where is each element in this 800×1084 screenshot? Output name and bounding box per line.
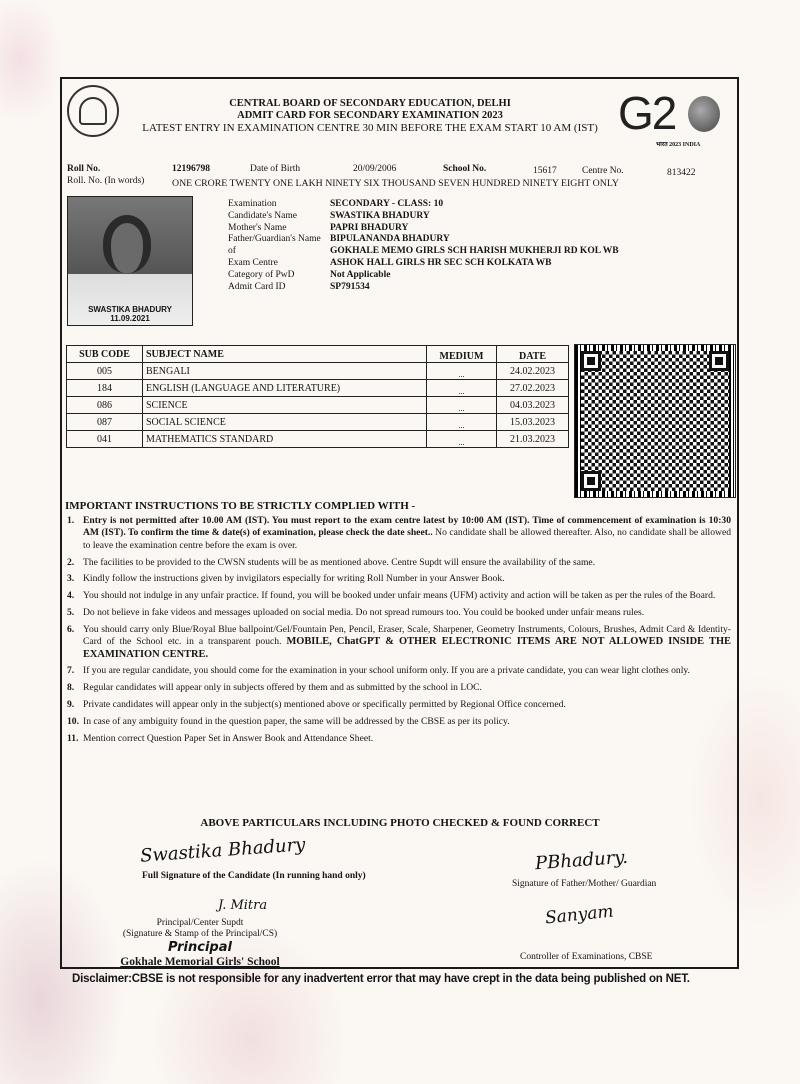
roll-no-label: Roll No. xyxy=(67,164,101,174)
detail-value: ASHOK HALL GIRLS HR SEC SCH KOLKATA WB xyxy=(330,257,552,268)
board-name: CENTRAL BOARD OF SECONDARY EDUCATION, DELHI xyxy=(229,98,511,109)
guardian-signature-label: Signature of Father/Mother/ Guardian xyxy=(512,879,657,889)
subjects-table xyxy=(66,345,569,448)
dob-label: Date of Birth xyxy=(250,164,301,174)
centre-no-value: 813422 xyxy=(667,168,696,178)
detail-label: Admit Card ID xyxy=(228,281,286,292)
principal-label-line1: Principal/Center Supdt xyxy=(156,918,244,928)
guardian-signature: PBhadury. xyxy=(534,846,629,875)
roll-words-value: ONE CRORE TWENTY ONE LAKH NINETY SIX THOUSAND SEVEN HUNDRED NINETY EIGHT ONLY xyxy=(172,178,619,189)
instruction-text: If you are regular candidate, you should come for the examination in your school uniform only. If you are a private candidate, you can wear light clothes only. xyxy=(83,665,690,677)
instruction-text: The facilities to be provided to the CWSN students will be as mentioned above. Centre Supdt will ensure the availability of the same. xyxy=(83,556,596,568)
instruction-bold-text: Entry is not permitted after 10.00 AM (IST). You must report to the exam centre latest by 10:00 AM (IST). Time of commencement of examination is 10:30 AM (IST). To confirm the time & date(s) of examination, please check the date sheet.. xyxy=(83,515,731,539)
detail-row xyxy=(228,199,619,211)
instruction-body: No candidate shall be allowed thereafter. Also, no candidate shall be allowed to leave the examination centre before the exam is over. xyxy=(83,527,732,551)
principal-label xyxy=(0,918,400,940)
subject-name: SCIENCE xyxy=(143,397,427,414)
photo-caption xyxy=(68,305,192,323)
instruction-number: 11. xyxy=(67,732,79,744)
detail-value: PAPRI BHADURY xyxy=(330,222,409,233)
exam-date: 04.03.2023 xyxy=(497,397,569,414)
candidate-photo xyxy=(67,196,193,326)
instruction-item xyxy=(67,665,731,677)
qr-finder-icon xyxy=(709,351,729,371)
instruction-text xyxy=(83,624,731,661)
instruction-number: 1. xyxy=(67,515,75,526)
checked-note: ABOVE PARTICULARS INCLUDING PHOTO CHECKED & FOUND CORRECT xyxy=(200,817,600,829)
detail-value: SWASTIKA BHADURY xyxy=(330,210,430,221)
col-sub-code: SUB CODE xyxy=(67,346,143,363)
instruction-number: 5. xyxy=(67,607,75,618)
school-no-label: School No. xyxy=(443,164,487,174)
table-row xyxy=(67,380,569,397)
col-date: DATE xyxy=(497,346,569,363)
centre-no-label: Centre No. xyxy=(582,166,624,176)
g20-logo xyxy=(618,88,723,158)
card-title: ADMIT CARD FOR SECONDARY EXAMINATION 2023 xyxy=(237,110,503,121)
instruction-item xyxy=(67,733,731,745)
instruction-text xyxy=(83,515,731,552)
col-subject-name: SUBJECT NAME xyxy=(143,346,427,363)
instruction-number: 9. xyxy=(67,699,75,710)
subject-name: ENGLISH (LANGUAGE AND LITERATURE) xyxy=(143,380,427,397)
detail-label: Exam Centre xyxy=(228,257,278,268)
exam-date: 27.02.2023 xyxy=(497,380,569,397)
medium: ... xyxy=(427,414,497,431)
instruction-text: Private candidates will appear only in the subject(s) mentioned above or specifically permitted by Regional Office concerned. xyxy=(83,699,566,710)
qr-code-pattern xyxy=(581,351,729,491)
instruction-text: Regular candidates will appear only in subjects offered by them and as submitted by the school in LOC. xyxy=(83,682,482,694)
g20-subtitle: भारत 2023 INDIA xyxy=(656,142,701,148)
detail-value: SP791534 xyxy=(330,281,370,292)
candidate-signature-label: Full Signature of the Candidate (In running hand only) xyxy=(142,871,366,881)
photo-caption-name: SWASTIKA BHADURY xyxy=(88,305,172,314)
instructions-heading: IMPORTANT INSTRUCTIONS TO BE STRICTLY COMPLIED WITH - xyxy=(65,500,416,512)
qr-finder-icon xyxy=(581,351,601,371)
photo-portrait xyxy=(103,215,151,273)
principal-signature: J. Mitra xyxy=(218,898,268,913)
detail-label: Examination xyxy=(228,199,277,209)
detail-row xyxy=(228,211,619,223)
detail-row xyxy=(228,270,619,282)
instructions-list xyxy=(67,515,731,749)
instruction-item xyxy=(67,699,731,711)
principal-label-line2: (Signature & Stamp of the Principal/CS) xyxy=(122,929,278,939)
detail-row xyxy=(228,246,619,258)
detail-value: BIPULANANDA BHADURY xyxy=(330,234,450,245)
instruction-item xyxy=(67,607,731,619)
detail-row xyxy=(228,258,619,270)
roll-words-label: Roll. No. (In words) xyxy=(67,176,145,186)
qr-code xyxy=(574,344,736,498)
instruction-item xyxy=(67,515,731,552)
instruction-text: You should not indulge in any unfair practice. If found, you will be booked under unfair means (UFM) activity and action will be taken as per the rules of the Board. xyxy=(83,590,716,602)
stamp-school: Gokhale Memorial Girls' School xyxy=(120,956,280,968)
stamp-title: Principal xyxy=(168,940,232,955)
medium: ... xyxy=(427,363,497,380)
subject-name: BENGALI xyxy=(143,363,427,380)
detail-label: Candidate's Name xyxy=(228,210,297,221)
medium: ... xyxy=(427,380,497,397)
controller-label: Controller of Examinations, CBSE xyxy=(520,952,653,962)
sub-code: 086 xyxy=(67,397,143,414)
exam-date: 21.03.2023 xyxy=(497,431,569,448)
subject-name: MATHEMATICS STANDARD xyxy=(143,431,427,448)
table-row xyxy=(67,363,569,380)
candidate-signature: Swastika Bhadury xyxy=(139,834,307,867)
sub-code: 005 xyxy=(67,363,143,380)
instruction-body: You should carry only Blue/Royal Blue ballpoint/Gel/Fountain Pen, Pencil, Eraser, Scale, Sharpener, Geometry Instruments, Colours, Brushes, Admit Card & Identity-Card of the School etc. in a transparent pouch. xyxy=(83,623,731,648)
instruction-number: 10. xyxy=(67,715,79,727)
table-row xyxy=(67,397,569,414)
card-header xyxy=(125,98,615,134)
sub-code: 184 xyxy=(67,380,143,397)
medium: ... xyxy=(427,397,497,414)
instruction-number: 4. xyxy=(67,590,75,602)
controller-signature: Sanyam xyxy=(544,901,615,929)
instruction-number: 8. xyxy=(67,682,75,694)
instruction-item xyxy=(67,573,731,585)
detail-label: Mother's Name xyxy=(228,222,287,233)
cbse-emblem-icon xyxy=(67,85,119,137)
subject-name: SOCIAL SCIENCE xyxy=(143,414,427,431)
instruction-item xyxy=(67,624,731,661)
detail-label: Father/Guardian's Name xyxy=(228,234,321,245)
exam-date: 15.03.2023 xyxy=(497,414,569,431)
table-row xyxy=(67,414,569,431)
detail-label: of xyxy=(228,246,236,257)
school-no-value: 15617 xyxy=(533,166,557,176)
instruction-item xyxy=(67,716,731,728)
entry-note: LATEST ENTRY IN EXAMINATION CENTRE 30 MIN BEFORE THE EXAM START 10 AM (IST) xyxy=(142,122,598,134)
instruction-item xyxy=(67,682,731,694)
g20-text: G2 xyxy=(618,87,676,139)
instruction-bold-text: MOBILE, ChatGPT & OTHER ELECTRONIC ITEMS ARE NOT ALLOWED INSIDE THE EXAMINATION CENTRE. xyxy=(83,636,731,660)
detail-row xyxy=(228,223,619,235)
instruction-number: 2. xyxy=(67,556,75,568)
instruction-text: In case of any ambiguity found in the question paper, the same will be addressed by the CBSE as per its policy. xyxy=(83,715,510,727)
table-row xyxy=(67,431,569,448)
g20-globe-icon xyxy=(688,96,720,132)
exam-date: 24.02.2023 xyxy=(497,363,569,380)
detail-label: Category of PwD xyxy=(228,269,295,280)
sub-code: 087 xyxy=(67,414,143,431)
photo-caption-date: 11.09.2021 xyxy=(110,314,150,323)
table-header-row xyxy=(67,346,569,363)
medium: ... xyxy=(427,431,497,448)
qr-finder-icon xyxy=(581,471,601,491)
candidate-details xyxy=(228,199,619,293)
instruction-item xyxy=(67,590,731,602)
dob-value: 20/09/2006 xyxy=(353,164,397,174)
detail-value: GOKHALE MEMO GIRLS SCH HARISH MUKHERJI RD KOL WB xyxy=(330,246,619,257)
instruction-text: Kindly follow the instructions given by invigilators especially for writing Roll Number in your Answer Book. xyxy=(83,573,505,585)
instruction-text: Do not believe in fake videos and messages uploaded on social media. Do not spread rumours too. You could be booked under unfair means rules. xyxy=(83,607,645,618)
detail-value: Not Applicable xyxy=(330,269,391,280)
roll-no-value: 12196798 xyxy=(172,164,210,174)
detail-value: SECONDARY - CLASS: 10 xyxy=(330,199,444,209)
instruction-item xyxy=(67,557,731,569)
sub-code: 041 xyxy=(67,431,143,448)
instruction-number: 3. xyxy=(67,573,75,585)
col-medium: MEDIUM xyxy=(427,346,497,363)
instruction-number: 7. xyxy=(67,665,75,677)
instruction-text: Mention correct Question Paper Set in Answer Book and Attendance Sheet. xyxy=(83,732,374,744)
detail-row xyxy=(228,282,619,294)
instruction-number: 6. xyxy=(67,623,75,635)
disclaimer: Disclaimer:CBSE is not responsible for any inadvertent error that may have crept in the data being published on NET. xyxy=(72,973,690,985)
detail-row xyxy=(228,234,619,246)
